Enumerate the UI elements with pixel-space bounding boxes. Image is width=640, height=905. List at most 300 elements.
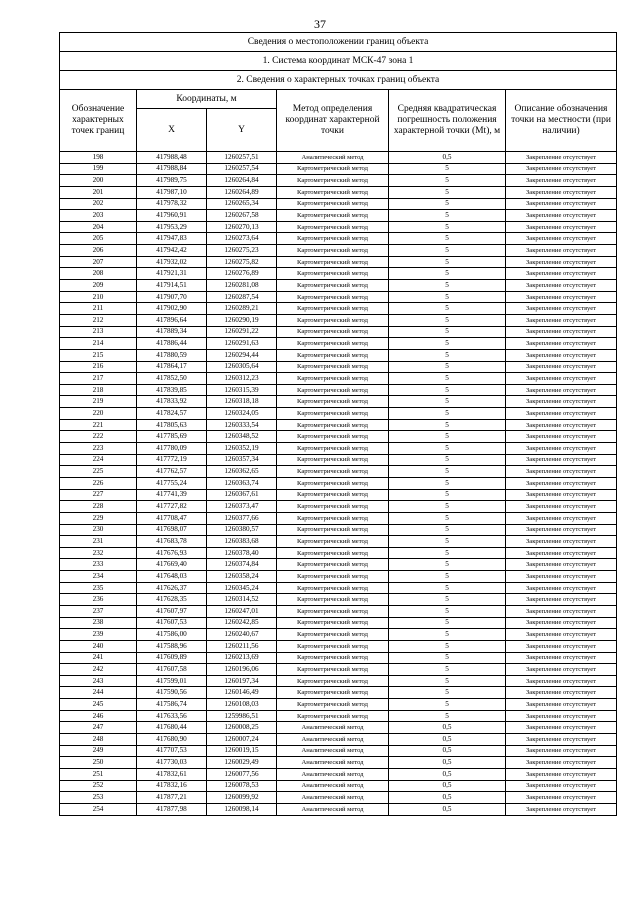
boundary-points-table <box>59 32 617 816</box>
description-cell: Закрепление отсутствует <box>506 594 617 606</box>
method-cell: Картометрический метод <box>277 268 389 280</box>
x-coordinate-cell: 417586,00 <box>137 629 207 641</box>
x-coordinate-cell: 417588,96 <box>137 640 207 652</box>
y-coordinate-cell: 1260377,66 <box>207 512 277 524</box>
y-coordinate-cell: 1260007,24 <box>207 734 277 746</box>
x-coordinate-cell: 417590,56 <box>137 687 207 699</box>
point-number-cell: 215 <box>60 349 137 361</box>
description-cell: Закрепление отсутствует <box>506 582 617 594</box>
point-number-cell: 237 <box>60 605 137 617</box>
x-coordinate-cell: 417607,53 <box>137 617 207 629</box>
method-cell: Картометрический метод <box>277 710 389 722</box>
description-cell: Закрепление отсутствует <box>506 431 617 443</box>
description-cell: Закрепление отсутствует <box>506 605 617 617</box>
method-cell: Картометрический метод <box>277 524 389 536</box>
description-cell: Закрепление отсутствует <box>506 780 617 792</box>
description-cell: Закрепление отсутствует <box>506 501 617 513</box>
x-coordinate-cell: 417886,44 <box>137 338 207 350</box>
point-number-cell: 234 <box>60 571 137 583</box>
point-number-cell: 226 <box>60 477 137 489</box>
point-number-cell: 239 <box>60 629 137 641</box>
method-cell: Картометрический метод <box>277 338 389 350</box>
error-cell: 0,5 <box>389 792 506 804</box>
method-cell: Картометрический метод <box>277 629 389 641</box>
description-cell: Закрепление отсутствует <box>506 617 617 629</box>
x-coordinate-cell: 417942,42 <box>137 245 207 257</box>
description-cell: Закрепление отсутствует <box>506 652 617 664</box>
table-row <box>60 559 617 571</box>
table-row <box>60 605 617 617</box>
table-row <box>60 710 617 722</box>
error-cell: 5 <box>389 489 506 501</box>
error-cell: 5 <box>389 349 506 361</box>
error-cell: 5 <box>389 640 506 652</box>
point-number-cell: 252 <box>60 780 137 792</box>
header-y: Y <box>207 109 277 152</box>
x-coordinate-cell: 417772,19 <box>137 454 207 466</box>
x-coordinate-cell: 417877,21 <box>137 792 207 804</box>
point-number-cell: 228 <box>60 501 137 513</box>
x-coordinate-cell: 417960,91 <box>137 210 207 222</box>
description-cell: Закрепление отсутствует <box>506 384 617 396</box>
y-coordinate-cell: 1260287,54 <box>207 291 277 303</box>
method-cell: Картометрический метод <box>277 303 389 315</box>
x-coordinate-cell: 417988,48 <box>137 152 207 164</box>
error-cell: 5 <box>389 198 506 210</box>
description-cell: Закрепление отсутствует <box>506 571 617 583</box>
table-row <box>60 524 617 536</box>
method-cell: Картометрический метод <box>277 454 389 466</box>
method-cell: Картометрический метод <box>277 326 389 338</box>
table-row <box>60 629 617 641</box>
method-cell: Картометрический метод <box>277 559 389 571</box>
x-coordinate-cell: 417676,93 <box>137 547 207 559</box>
error-cell: 5 <box>389 629 506 641</box>
y-coordinate-cell: 1260383,68 <box>207 536 277 548</box>
y-coordinate-cell: 1260373,47 <box>207 501 277 513</box>
y-coordinate-cell: 1260077,56 <box>207 768 277 780</box>
description-cell: Закрепление отсутствует <box>506 477 617 489</box>
y-coordinate-cell: 1260352,19 <box>207 443 277 455</box>
description-cell: Закрепление отсутствует <box>506 745 617 757</box>
method-cell: Картометрический метод <box>277 198 389 210</box>
method-cell: Картометрический метод <box>277 361 389 373</box>
table-row <box>60 233 617 245</box>
table-row <box>60 280 617 292</box>
table-row <box>60 268 617 280</box>
point-number-cell: 209 <box>60 280 137 292</box>
point-number-cell: 207 <box>60 256 137 268</box>
method-cell: Картометрический метод <box>277 396 389 408</box>
y-coordinate-cell: 1260374,84 <box>207 559 277 571</box>
error-cell: 0,5 <box>389 803 506 815</box>
description-cell: Закрепление отсутствует <box>506 710 617 722</box>
y-coordinate-cell: 1260211,56 <box>207 640 277 652</box>
coordinate-system-title: 1. Система координат МСК-47 зона 1 <box>60 52 617 71</box>
x-coordinate-cell: 417953,29 <box>137 221 207 233</box>
y-coordinate-cell: 1260240,67 <box>207 629 277 641</box>
x-coordinate-cell: 417896,64 <box>137 314 207 326</box>
description-cell: Закрепление отсутствует <box>506 524 617 536</box>
method-cell: Картометрический метод <box>277 547 389 559</box>
y-coordinate-cell: 1260345,24 <box>207 582 277 594</box>
point-number-cell: 243 <box>60 675 137 687</box>
x-coordinate-cell: 417599,01 <box>137 675 207 687</box>
error-cell: 5 <box>389 268 506 280</box>
table-row <box>60 477 617 489</box>
table-row <box>60 536 617 548</box>
y-coordinate-cell: 1260213,69 <box>207 652 277 664</box>
y-coordinate-cell: 1260357,34 <box>207 454 277 466</box>
description-cell: Закрепление отсутствует <box>506 722 617 734</box>
description-cell: Закрепление отсутствует <box>506 734 617 746</box>
error-cell: 5 <box>389 699 506 711</box>
method-cell: Аналитический метод <box>277 768 389 780</box>
x-coordinate-cell: 417921,31 <box>137 268 207 280</box>
point-number-cell: 201 <box>60 186 137 198</box>
header-x: X <box>137 109 207 152</box>
y-coordinate-cell: 1260257,51 <box>207 152 277 164</box>
table-row <box>60 314 617 326</box>
x-coordinate-cell: 417880,59 <box>137 349 207 361</box>
description-cell: Закрепление отсутствует <box>506 221 617 233</box>
x-coordinate-cell: 417707,53 <box>137 745 207 757</box>
point-number-cell: 223 <box>60 443 137 455</box>
error-cell: 5 <box>389 675 506 687</box>
description-cell: Закрепление отсутствует <box>506 757 617 769</box>
method-cell: Картометрический метод <box>277 384 389 396</box>
point-number-cell: 200 <box>60 175 137 187</box>
table-row <box>60 373 617 385</box>
method-cell: Аналитический метод <box>277 745 389 757</box>
y-coordinate-cell: 1260305,64 <box>207 361 277 373</box>
table-row <box>60 699 617 711</box>
table-row <box>60 361 617 373</box>
point-number-cell: 238 <box>60 617 137 629</box>
table-row <box>60 768 617 780</box>
description-cell: Закрепление отсутствует <box>506 629 617 641</box>
method-cell: Картометрический метод <box>277 245 389 257</box>
point-number-cell: 225 <box>60 466 137 478</box>
y-coordinate-cell: 1260008,25 <box>207 722 277 734</box>
table-row <box>60 780 617 792</box>
table-row <box>60 489 617 501</box>
table-row <box>60 431 617 443</box>
error-cell: 5 <box>389 221 506 233</box>
point-number-cell: 251 <box>60 768 137 780</box>
description-cell: Закрепление отсутствует <box>506 303 617 315</box>
table-row <box>60 163 617 175</box>
y-coordinate-cell: 1260264,89 <box>207 186 277 198</box>
y-coordinate-cell: 1260312,23 <box>207 373 277 385</box>
y-coordinate-cell: 1260270,13 <box>207 221 277 233</box>
table-row <box>60 745 617 757</box>
error-cell: 5 <box>389 384 506 396</box>
point-number-cell: 250 <box>60 757 137 769</box>
error-cell: 5 <box>389 408 506 420</box>
table-row <box>60 640 617 652</box>
point-number-cell: 254 <box>60 803 137 815</box>
method-cell: Картометрический метод <box>277 163 389 175</box>
point-number-cell: 227 <box>60 489 137 501</box>
x-coordinate-cell: 417762,57 <box>137 466 207 478</box>
y-coordinate-cell: 1260029,49 <box>207 757 277 769</box>
x-coordinate-cell: 417708,47 <box>137 512 207 524</box>
point-number-cell: 211 <box>60 303 137 315</box>
point-number-cell: 245 <box>60 699 137 711</box>
point-number-cell: 240 <box>60 640 137 652</box>
method-cell: Аналитический метод <box>277 757 389 769</box>
y-coordinate-cell: 1259986,51 <box>207 710 277 722</box>
header-method: Метод определения координат характерной точки <box>277 90 389 152</box>
error-cell: 5 <box>389 501 506 513</box>
error-cell: 5 <box>389 175 506 187</box>
table-row <box>60 454 617 466</box>
point-number-cell: 216 <box>60 361 137 373</box>
x-coordinate-cell: 417626,37 <box>137 582 207 594</box>
description-cell: Закрепление отсутствует <box>506 489 617 501</box>
point-number-cell: 203 <box>60 210 137 222</box>
point-number-cell: 236 <box>60 594 137 606</box>
point-number-cell: 213 <box>60 326 137 338</box>
table-row <box>60 757 617 769</box>
y-coordinate-cell: 1260078,53 <box>207 780 277 792</box>
table-row <box>60 245 617 257</box>
point-number-cell: 221 <box>60 419 137 431</box>
table-row <box>60 734 617 746</box>
x-coordinate-cell: 417586,74 <box>137 699 207 711</box>
y-coordinate-cell: 1260315,39 <box>207 384 277 396</box>
y-coordinate-cell: 1260318,18 <box>207 396 277 408</box>
point-number-cell: 235 <box>60 582 137 594</box>
description-cell: Закрепление отсутствует <box>506 664 617 676</box>
y-coordinate-cell: 1260291,22 <box>207 326 277 338</box>
description-cell: Закрепление отсутствует <box>506 466 617 478</box>
point-number-cell: 222 <box>60 431 137 443</box>
method-cell: Картометрический метод <box>277 501 389 513</box>
method-cell: Картометрический метод <box>277 431 389 443</box>
x-coordinate-cell: 417839,85 <box>137 384 207 396</box>
error-cell: 0,5 <box>389 768 506 780</box>
method-cell: Картометрический метод <box>277 664 389 676</box>
x-coordinate-cell: 417907,70 <box>137 291 207 303</box>
error-cell: 5 <box>389 559 506 571</box>
y-coordinate-cell: 1260281,08 <box>207 280 277 292</box>
x-coordinate-cell: 417755,24 <box>137 477 207 489</box>
error-cell: 5 <box>389 303 506 315</box>
y-coordinate-cell: 1260294,44 <box>207 349 277 361</box>
x-coordinate-cell: 417987,10 <box>137 186 207 198</box>
table-row <box>60 256 617 268</box>
method-cell: Картометрический метод <box>277 640 389 652</box>
table-row <box>60 582 617 594</box>
y-coordinate-cell: 1260019,15 <box>207 745 277 757</box>
error-cell: 5 <box>389 664 506 676</box>
error-cell: 5 <box>389 536 506 548</box>
method-cell: Картометрический метод <box>277 536 389 548</box>
method-cell: Картометрический метод <box>277 571 389 583</box>
y-coordinate-cell: 1260290,19 <box>207 314 277 326</box>
table-row <box>60 594 617 606</box>
point-number-cell: 224 <box>60 454 137 466</box>
description-cell: Закрепление отсутствует <box>506 245 617 257</box>
header-coordinates: Координаты, м <box>137 90 277 109</box>
point-number-cell: 248 <box>60 734 137 746</box>
table-row <box>60 722 617 734</box>
y-coordinate-cell: 1260099,92 <box>207 792 277 804</box>
x-coordinate-cell: 417785,69 <box>137 431 207 443</box>
x-coordinate-cell: 417633,56 <box>137 710 207 722</box>
method-cell: Картометрический метод <box>277 210 389 222</box>
y-coordinate-cell: 1260264,84 <box>207 175 277 187</box>
point-number-cell: 232 <box>60 547 137 559</box>
table-row <box>60 443 617 455</box>
x-coordinate-cell: 417607,97 <box>137 605 207 617</box>
y-coordinate-cell: 1260333,54 <box>207 419 277 431</box>
table-row <box>60 803 617 815</box>
description-cell: Закрепление отсутствует <box>506 803 617 815</box>
description-cell: Закрепление отсутствует <box>506 373 617 385</box>
x-coordinate-cell: 417914,51 <box>137 280 207 292</box>
y-coordinate-cell: 1260242,85 <box>207 617 277 629</box>
description-cell: Закрепление отсутствует <box>506 687 617 699</box>
point-number-cell: 220 <box>60 408 137 420</box>
y-coordinate-cell: 1260363,74 <box>207 477 277 489</box>
x-coordinate-cell: 417698,07 <box>137 524 207 536</box>
description-cell: Закрепление отсутствует <box>506 326 617 338</box>
table-row <box>60 408 617 420</box>
method-cell: Картометрический метод <box>277 221 389 233</box>
point-number-cell: 242 <box>60 664 137 676</box>
error-cell: 5 <box>389 256 506 268</box>
description-cell: Закрепление отсутствует <box>506 547 617 559</box>
description-cell: Закрепление отсутствует <box>506 280 617 292</box>
table-row <box>60 210 617 222</box>
method-cell: Картометрический метод <box>277 291 389 303</box>
description-cell: Закрепление отсутствует <box>506 792 617 804</box>
x-coordinate-cell: 417852,50 <box>137 373 207 385</box>
description-cell: Закрепление отсутствует <box>506 419 617 431</box>
error-cell: 5 <box>389 443 506 455</box>
error-cell: 5 <box>389 524 506 536</box>
description-cell: Закрепление отсутствует <box>506 640 617 652</box>
x-coordinate-cell: 417864,17 <box>137 361 207 373</box>
page-number: 37 <box>314 17 326 31</box>
error-cell: 5 <box>389 547 506 559</box>
table-row <box>60 186 617 198</box>
description-cell: Закрепление отсутствует <box>506 559 617 571</box>
method-cell: Картометрический метод <box>277 175 389 187</box>
y-coordinate-cell: 1260265,34 <box>207 198 277 210</box>
table-row <box>60 419 617 431</box>
point-number-cell: 212 <box>60 314 137 326</box>
description-cell: Закрепление отсутствует <box>506 268 617 280</box>
point-number-cell: 214 <box>60 338 137 350</box>
x-coordinate-cell: 417932,02 <box>137 256 207 268</box>
description-cell: Закрепление отсутствует <box>506 175 617 187</box>
error-cell: 5 <box>389 373 506 385</box>
description-cell: Закрепление отсутствует <box>506 338 617 350</box>
table-row <box>60 501 617 513</box>
x-coordinate-cell: 417607,58 <box>137 664 207 676</box>
method-cell: Картометрический метод <box>277 675 389 687</box>
method-cell: Картометрический метод <box>277 512 389 524</box>
description-cell: Закрепление отсутствует <box>506 512 617 524</box>
x-coordinate-cell: 417833,92 <box>137 396 207 408</box>
y-coordinate-cell: 1260362,65 <box>207 466 277 478</box>
method-cell: Картометрический метод <box>277 419 389 431</box>
y-coordinate-cell: 1260358,24 <box>207 571 277 583</box>
x-coordinate-cell: 417683,78 <box>137 536 207 548</box>
y-coordinate-cell: 1260291,63 <box>207 338 277 350</box>
header-description: Описание обозначения точки на местности (при наличии) <box>506 90 617 152</box>
error-cell: 0,5 <box>389 722 506 734</box>
y-coordinate-cell: 1260108,03 <box>207 699 277 711</box>
y-coordinate-cell: 1260276,89 <box>207 268 277 280</box>
x-coordinate-cell: 417889,34 <box>137 326 207 338</box>
y-coordinate-cell: 1260247,01 <box>207 605 277 617</box>
table-row <box>60 326 617 338</box>
x-coordinate-cell: 417978,32 <box>137 198 207 210</box>
method-cell: Аналитический метод <box>277 152 389 164</box>
y-coordinate-cell: 1260348,52 <box>207 431 277 443</box>
description-cell: Закрепление отсутствует <box>506 536 617 548</box>
point-number-cell: 219 <box>60 396 137 408</box>
table-row <box>60 152 617 164</box>
error-cell: 5 <box>389 326 506 338</box>
error-cell: 5 <box>389 454 506 466</box>
x-coordinate-cell: 417832,61 <box>137 768 207 780</box>
description-cell: Закрепление отсутствует <box>506 349 617 361</box>
point-number-cell: 247 <box>60 722 137 734</box>
point-number-cell: 244 <box>60 687 137 699</box>
error-cell: 5 <box>389 245 506 257</box>
table-row <box>60 175 617 187</box>
method-cell: Картометрический метод <box>277 699 389 711</box>
point-number-cell: 218 <box>60 384 137 396</box>
y-coordinate-cell: 1260196,06 <box>207 664 277 676</box>
error-cell: 5 <box>389 163 506 175</box>
header-error: Средняя квадратическая погрешность положения характерной точки (Mt), м <box>389 90 506 152</box>
y-coordinate-cell: 1260197,34 <box>207 675 277 687</box>
error-cell: 5 <box>389 466 506 478</box>
x-coordinate-cell: 417947,83 <box>137 233 207 245</box>
x-coordinate-cell: 417832,16 <box>137 780 207 792</box>
error-cell: 5 <box>389 419 506 431</box>
point-number-cell: 253 <box>60 792 137 804</box>
table-row <box>60 221 617 233</box>
description-cell: Закрепление отсутствует <box>506 210 617 222</box>
y-coordinate-cell: 1260257,54 <box>207 163 277 175</box>
error-cell: 5 <box>389 571 506 583</box>
point-number-cell: 249 <box>60 745 137 757</box>
method-cell: Картометрический метод <box>277 314 389 326</box>
method-cell: Картометрический метод <box>277 408 389 420</box>
table-row <box>60 687 617 699</box>
method-cell: Аналитический метод <box>277 792 389 804</box>
x-coordinate-cell: 417727,82 <box>137 501 207 513</box>
y-coordinate-cell: 1260146,49 <box>207 687 277 699</box>
error-cell: 5 <box>389 233 506 245</box>
x-coordinate-cell: 417680,44 <box>137 722 207 734</box>
table-row <box>60 349 617 361</box>
error-cell: 5 <box>389 431 506 443</box>
point-number-cell: 205 <box>60 233 137 245</box>
method-cell: Картометрический метод <box>277 582 389 594</box>
table-row <box>60 664 617 676</box>
method-cell: Картометрический метод <box>277 477 389 489</box>
table-row <box>60 512 617 524</box>
